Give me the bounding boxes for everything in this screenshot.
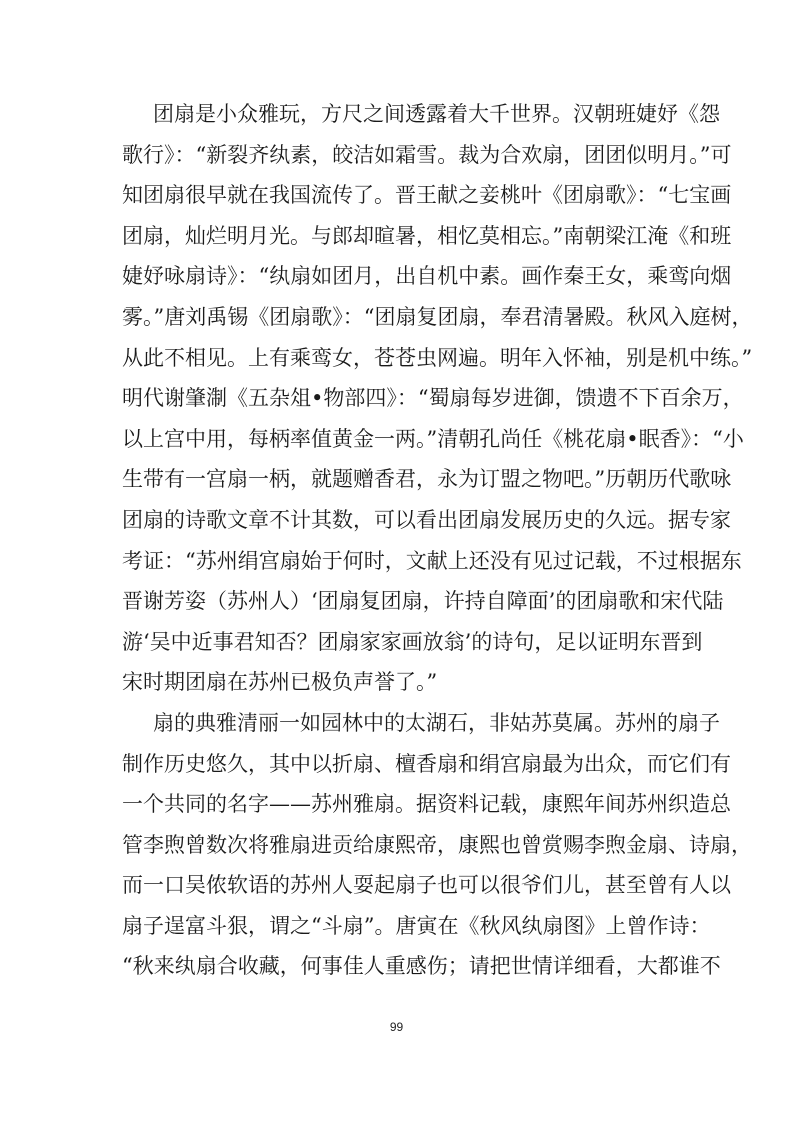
paragraph-1-line-15: 宋时期团扇在苏州已极负声誉了。” <box>122 670 438 695</box>
paragraph-2-line-7: “秋来纨扇合收藏，何事佳人重感伤；请把世情详细看，大都谁不 <box>122 954 721 979</box>
paragraph-2-line-6: 扇子逞富斗狠，谓之“斗扇”。唐寅在《秋风纨扇图》上曾作诗： <box>122 913 711 938</box>
paragraph-2-line-5: 而一口吴侬软语的苏州人耍起扇子也可以很爷们儿，甚至曾有人以 <box>122 873 731 898</box>
paragraph-1-line-5: 婕妤咏扇诗》：“纨扇如团月，出自机中素。画作秦王女，乘鸾向烟 <box>122 264 732 289</box>
paragraph-1-line-10: 生带有一宫扇一柄，就题赠香君，永为订盟之物吧。”历朝历代歌咏 <box>122 467 732 492</box>
paragraph-1-line-14: 游‘吴中近事君知否？团扇家家画放翁’的诗句，足以证明东晋到 <box>122 629 703 654</box>
paragraph-2-line-2: 制作历史悠久，其中以折扇、檀香扇和绢宫扇最为出众，而它们有 <box>122 751 731 776</box>
paragraph-1-line-13: 晋谢芳姿（苏州人）‘团扇复团扇，许持自障面’的团扇歌和宋代陆 <box>122 589 724 614</box>
paragraph-2-line-3: 一个共同的名字——苏州雅扇。据资料记载，康熙年间苏州织造总 <box>122 792 731 817</box>
paragraph-1-line-8: 明代谢肇淛《五杂俎•物部四》：“蜀扇每岁进御，馈遗不下百余万， <box>122 386 744 411</box>
paragraph-2-line-4: 管李煦曾数次将雅扇进贡给康熙帝，康熙也曾赏赐李煦金扇、诗扇， <box>122 832 752 857</box>
paragraph-1-line-12: 考证：“苏州绢宫扇始于何时，文献上还没有见过记载，不过根据东 <box>122 548 742 573</box>
paragraph-1-line-4: 团扇，灿烂明月光。与郎却暄暑，相忆莫相忘。”南朝梁江淹《和班 <box>122 223 732 248</box>
paragraph-1-line-6: 雾。”唐刘禹锡《团扇歌》：“团扇复团扇，奉君清暑殿。秋风入庭树， <box>122 304 753 329</box>
paragraph-1-line-11: 团扇的诗歌文章不计其数，可以看出团扇发展历史的久远。据专家 <box>122 507 731 532</box>
paragraph-1-line-1: 团扇是小众雅玩，方尺之间透露着大千世界。汉朝班婕妤《怨 <box>153 102 720 126</box>
body-text <box>122 94 753 987</box>
paragraph-1-line-3: 知团扇很早就在我国流传了。晋王献之妾桃叶《团扇歌》：“七宝画 <box>122 183 732 208</box>
paragraph-1-line-9: 以上宫中用，每柄率值黄金一两。”清朝孔尚任《桃花扇•眠香》：“小 <box>122 426 744 451</box>
paragraph-1-line-2: 歌行》：“新裂齐纨素，皎洁如霜雪。裁为合欢扇，团团似明月。”可 <box>122 142 732 167</box>
paragraph-2-line-1: 扇的典雅清丽一如园林中的太湖石，非姑苏莫属。苏州的扇子 <box>153 710 720 735</box>
paragraph-1-line-7: 从此不相见。上有乘鸾女，苍苍虫网遍。明年入怀袖，别是机中练。” <box>122 345 753 370</box>
page-number: 99 <box>389 1020 404 1034</box>
